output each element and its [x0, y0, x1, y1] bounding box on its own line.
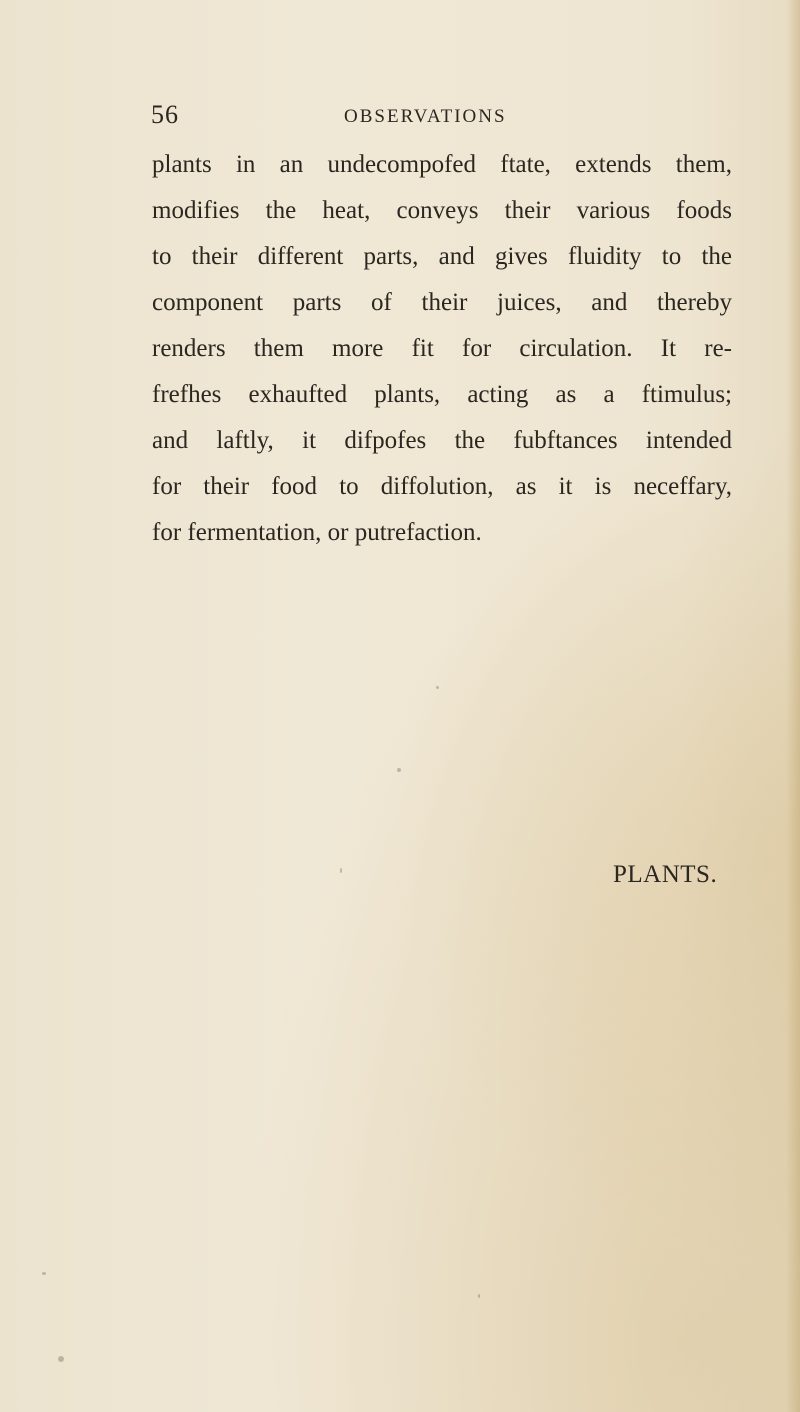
running-head	[0, 100, 800, 140]
paper-speck	[478, 1294, 480, 1298]
text-line: for fermentation, or putrefaction.	[152, 519, 482, 546]
text-line: to their different parts, and gives fluidity to the	[152, 243, 732, 270]
paper-speck	[436, 686, 439, 689]
text-line: modifies the heat, conveys their various foods	[152, 197, 732, 224]
text-line: and laftly, it difpofes the fubftances intended	[152, 427, 732, 454]
text-line: frefhes exhaufted plants, acting as a ftimulus;	[152, 381, 732, 408]
text-line: for their food to diffolution, as it is neceffary,	[152, 473, 732, 500]
page-number: 56	[151, 100, 179, 129]
text-line: plants in an undecompofed ftate, extends them,	[152, 151, 732, 178]
running-head-title: OBSERVATIONS	[344, 106, 507, 127]
paper-speck	[397, 768, 401, 772]
text-line: component parts of their juices, and thereby	[152, 289, 732, 316]
catchword: PLANTS.	[613, 861, 718, 888]
paper-speck	[340, 868, 342, 873]
paper-speck	[42, 1272, 46, 1275]
text-line: renders them more fit for circulation. It re-	[152, 335, 732, 362]
paper-speck	[58, 1356, 64, 1362]
body-paragraph	[152, 142, 732, 556]
page-edge-shadow	[786, 0, 800, 1412]
